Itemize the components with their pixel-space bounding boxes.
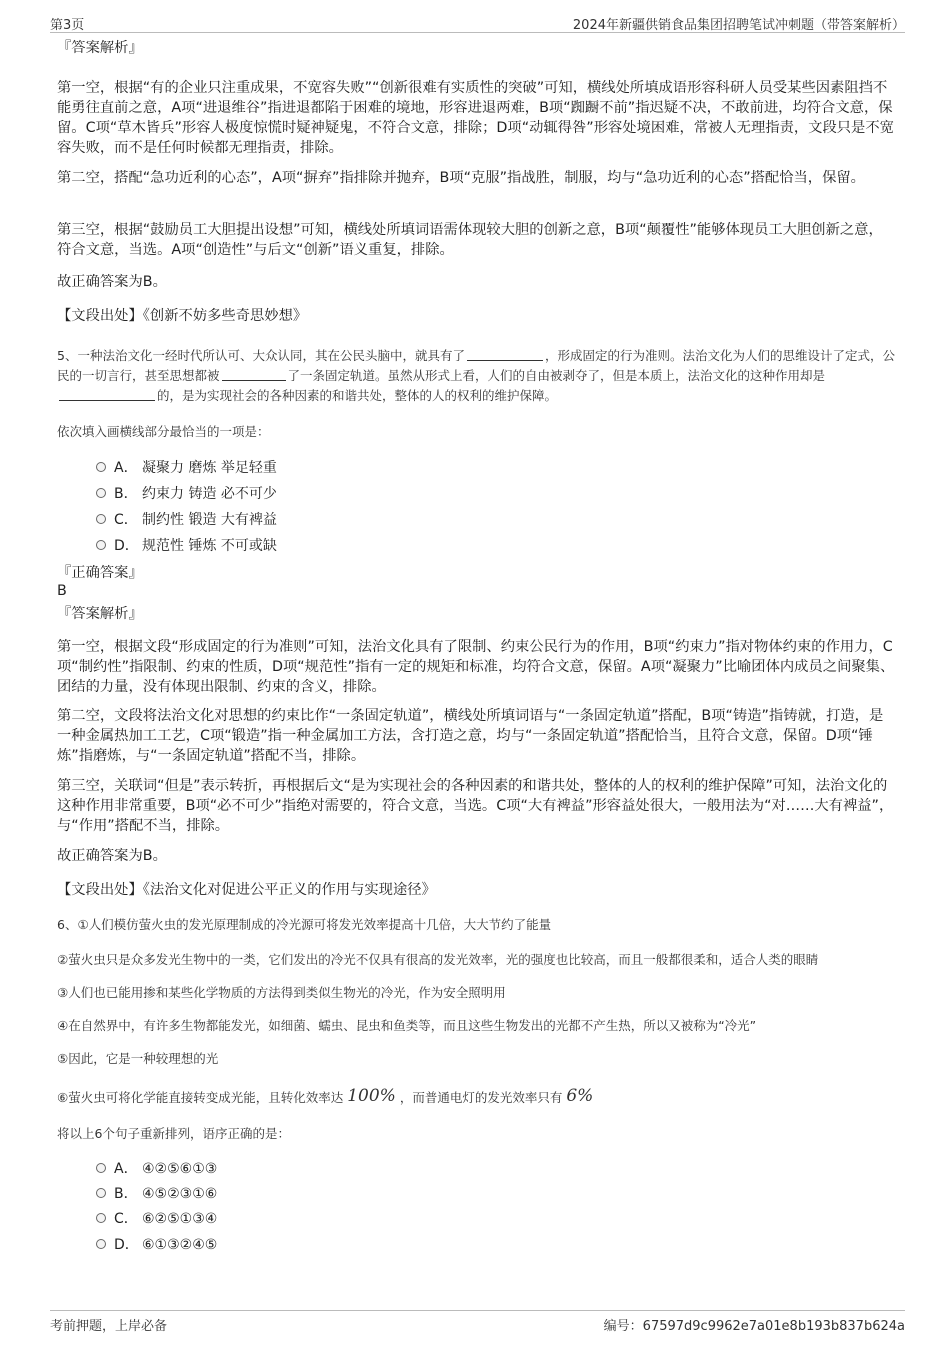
q5-prompt: 依次填入画横线部分最恰当的一项是：	[57, 424, 270, 439]
footer-slogan: 考前押题，上岸必备	[50, 1319, 168, 1334]
q6-option-d[interactable]: D． ⑥①③②④⑤	[96, 1235, 217, 1255]
q5-blank-3	[59, 386, 155, 401]
q5-analysis-p1: 第一空，根据文段“形成固定的行为准则”可知，法治文化具有了限制、约束公民行为的作用，B项“约束力”指对物体约束的作用力，C项“制约性”指限制、约束的性质，D项“规范性”指有一定的规矩和标准，均符合文意，保留。A项“凝聚力”比喻团体内成员之间聚集、团结的力量，没有体现出限制、约束的含义，排除。	[57, 639, 895, 695]
q5-correct-answer: B	[57, 583, 67, 599]
q6-sentence-5: ⑤因此，它是一种较理想的光	[57, 1051, 219, 1066]
q5-blank-2	[222, 366, 286, 381]
q6-sentence-1: 6、①人们模仿萤火虫的发光原理制成的冷光源可将发光效率提高十几倍，大大节约了能量	[57, 917, 552, 932]
page-number: 第3页	[50, 18, 85, 33]
q4-source: 【文段出处】《创新不妨多些奇思妙想》	[57, 308, 308, 324]
page-footer	[50, 1310, 905, 1333]
q5-analysis-p3: 第三空，关联词“但是”表示转折，再根据后文“是为实现社会的各种因素的和谐共处，整体的人的权利的维护保障”可知，法治文化的这种作用非常重要，B项“必不可少”指绝对需要的，符合文意，当选。C项“大有裨益”形容益处很大，一般用法为“对……大有裨益”，与“作用”搭配不当，排除。	[57, 778, 894, 834]
q6-option-a[interactable]: A． ④②⑤⑥①③	[96, 1159, 217, 1179]
q5-option-d[interactable]: D． 规范性 锤炼 不可或缺	[96, 536, 277, 556]
q4-analysis-label: 『答案解析』	[57, 40, 143, 56]
q5-blank-1	[467, 346, 543, 361]
q5-conclusion: 故正确答案为B。	[57, 848, 167, 864]
radio-icon[interactable]	[96, 488, 106, 498]
radio-icon[interactable]	[96, 1213, 106, 1223]
q6-sentence-2: ②萤火虫只是众多发光生物中的一类，它们发出的冷光不仅具有很高的发光效率，光的强度也比较高，而且一般都很柔和，适合人类的眼睛	[57, 952, 819, 967]
q5-correct-label: 『正确答案』	[57, 565, 143, 581]
q5-analysis-p2: 第二空，文段将法治文化对思想的约束比作“一条固定轨道”，横线处所填词语与“一条固定轨道”搭配，B项“铸造”指铸就，打造，是一种金属热加工工艺，C项“锻造”指一种金属加工方法，含打造之意，均与“一条固定轨道”搭配恰当，且符合文意，保留。D项“锤炼”指磨炼，与“一条固定轨道”搭配不当，排除。	[57, 708, 884, 764]
q6-prompt: 将以上6个句子重新排列，语序正确的是：	[57, 1126, 290, 1141]
q5-stem: 5、一种法治文化一经时代所认可、大众认同，其在公民头脑中，就具有了 ，形成固定的行为准则。法治文化为人们的思维设计了定式，公民的一切言行，甚至思想都被 了一条固定轨道。虽然从形式上看，人们的自由被剥夺了，但是本质上，法治文化的这种作用却是的，是为实现社会的各种因素的和谐共处，整体的人的权利的维护保障。	[57, 348, 895, 403]
radio-icon[interactable]	[96, 540, 106, 550]
q5-option-b[interactable]: B． 约束力 铸造 必不可少	[96, 484, 277, 504]
radio-icon[interactable]	[96, 1163, 106, 1173]
q6-sentence-6: ⑥萤火虫可将化学能直接转变成光能，且转化效率达 100% ，而普通电灯的发光效率只有 6%	[57, 1086, 594, 1106]
q6-sentence-4: ④在自然界中，有许多生物都能发光，如细菌、蠕虫、昆虫和鱼类等，而且这些生物发出的光都不产生热，所以又被称为“冷光”	[57, 1018, 757, 1033]
page-header	[50, 12, 905, 33]
efficiency-value-lamp: 6%	[566, 1086, 594, 1106]
q4-conclusion: 故正确答案为B。	[57, 274, 167, 290]
q5-option-c[interactable]: C． 制约性 锻造 大有裨益	[96, 510, 277, 530]
radio-icon[interactable]	[96, 1239, 106, 1249]
q4-analysis-p1: 第一空，根据“有的企业只注重成果，不宽容失败”“创新很难有实质性的突破”可知，横线处所填成语形容科研人员受某些因素阻挡不能勇往直前之意，A项“进退维谷”指进退都陷于困难的境地，形容进退两难，B项“踟蹰不前”指迟疑不决，不敢前进，均符合文意，保留。C项“草木皆兵”形容人极度惊慌时疑神疑鬼，不符合文意，排除；D项“动辄得咎”形容处境困难，常被人无理指责，文段只是不宽容失败，而不是任何时候都无理指责，排除。	[57, 80, 894, 156]
q6-option-c[interactable]: C． ⑥②⑤①③④	[96, 1209, 217, 1229]
radio-icon[interactable]	[96, 462, 106, 472]
q4-analysis-p3: 第三空，根据“鼓励员工大胆提出设想”可知，横线处所填词语需体现较大胆的创新之意，B项“颠覆性”能够体现员工大胆创新之意，符合文意，当选。A项“创造性”与后文“创新”语义重复，排除。	[57, 222, 883, 258]
q6-option-b[interactable]: B． ④⑤②③①⑥	[96, 1184, 217, 1204]
footer-code: 编号：67597d9c9962e7a01e8b193b837b624a	[603, 1319, 905, 1334]
q5-analysis-label: 『答案解析』	[57, 606, 143, 622]
q4-analysis-p2: 第二空，搭配“急功近利的心态”，A项“摒弃”指排除并抛弃，B项“克服”指战胜，制服，均与“急功近利的心态”搭配恰当，保留。	[57, 170, 865, 186]
q6-sentence-3: ③人们也已能用掺和某些化学物质的方法得到类似生物光的冷光，作为安全照明用	[57, 985, 506, 1000]
radio-icon[interactable]	[96, 514, 106, 524]
efficiency-value-firefly: 100%	[347, 1086, 396, 1106]
radio-icon[interactable]	[96, 1188, 106, 1198]
document-title: 2024年新疆供销食品集团招聘笔试冲刺题（带答案解析）	[572, 18, 905, 33]
q5-option-a[interactable]: A． 凝聚力 磨炼 举足轻重	[96, 458, 277, 478]
q5-source: 【文段出处】《法治文化对促进公平正义的作用与实现途径》	[57, 882, 436, 898]
